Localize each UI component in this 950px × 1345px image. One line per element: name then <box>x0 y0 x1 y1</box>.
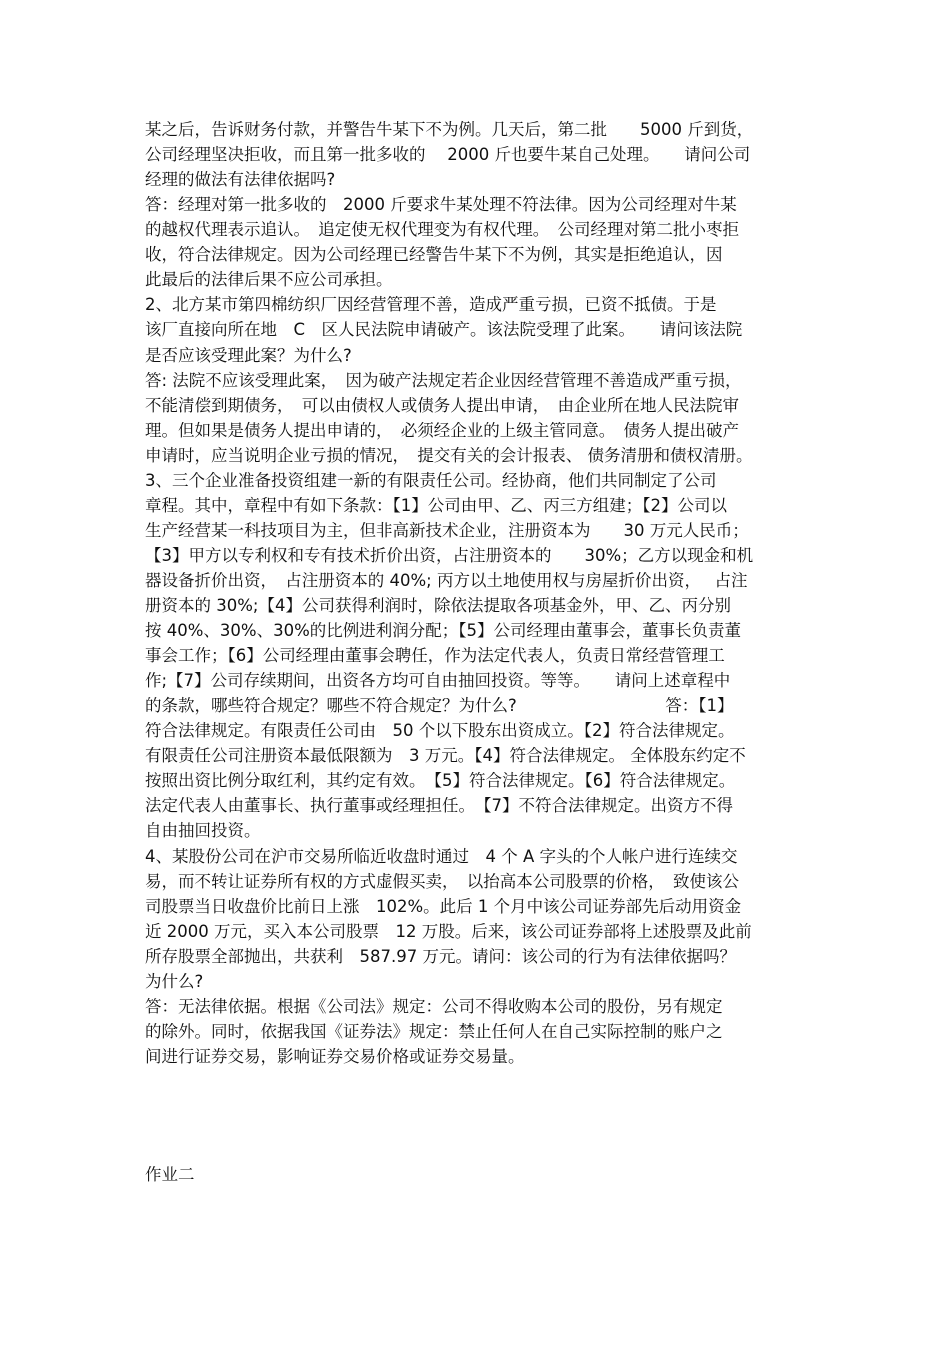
text-line: 4、某股份公司在沪市交易所临近收盘时通过 4 个 A 字头的个人帐户进行连续交 <box>145 846 738 866</box>
text-line: 3、三个企业准备投资组建一新的有限责任公司。经协商，他们共同制定了公司 <box>145 470 717 490</box>
text-line: 某之后，告诉财务付款，并警告牛某下不为例。几天后，第二批 5000 斤到货， <box>145 120 754 139</box>
text-line: 2、北方某市第四棉纺织厂因经营管理不善，造成严重亏损，已资不抵债。于是 <box>145 295 717 315</box>
text-line: 作;【7】公司存续期间，出资各方均可自由抽回投资。等等。 请问上述章程中 <box>145 671 731 691</box>
text-line: 法定代表人由董事长、执行董事或经理担任。 【7】不符合法律规定。出资方不得 <box>145 796 733 816</box>
text-line: 器设备折价出资， 占注册资本的 40%; 丙方以土地使用权与房屋折价出资， 占注 <box>145 570 748 590</box>
text-line: 章程。其中，章程中有如下条款：【1】公司由甲、乙、丙三方组建；【2】公司以 <box>145 495 727 515</box>
text-line: 为什么? <box>145 971 204 991</box>
text-line: 此最后的法律后果不应公司承担。 <box>145 270 393 290</box>
text-line: 收，符合法律规定。因为公司经理已经警告牛某下不为例，其实是拒绝追认，因 <box>145 245 723 265</box>
text-line: 申请时，应当说明企业亏损的情况， 提交有关的会计报表、 债务清册和债权清册。 <box>145 445 753 465</box>
text-line: 的条款，哪些符合规定？哪些不符合规定？为什么? 答：【1】 <box>145 696 734 716</box>
text-line: 易，而不转让证券所有权的方式虚假买卖， 以抬高本公司股票的价格， 致使该公 <box>145 871 739 891</box>
text-line: 【3】甲方以专利权和专有技术折价出资，占注册资本的 30%；乙方以现金和机 <box>145 545 754 565</box>
text-line: 生产经营某一科技项目为主，但非高新技术企业，注册资本为 30 万元人民币； <box>145 520 749 540</box>
text-line: 所存股票全部抛出，共获利 587.97 万元。请问：该公司的行为有法律依据吗？ <box>145 946 736 966</box>
text-line: 答: 法院不应该受理此案， 因为破产法规定若企业因经营管理不善造成严重亏损， <box>145 370 742 390</box>
text-line: 符合法律规定。有限责任公司由 50 个以下股东出资成立。【2】符合法律规定。 <box>145 721 735 741</box>
text-line: 事会工作；【6】公司经理由董事会聘任，作为法定代表人，负责日常经营管理工 <box>145 646 725 666</box>
text-line: 自由抽回投资。 <box>145 821 261 841</box>
text-line: 该厂直接向所在地 C 区人民法院申请破产。该法院受理了此案。 请问该法院 <box>145 320 743 340</box>
text-line: 答：无法律依据。根据《公司法》规定：公司不得收购本公司的股份，另有规定 <box>145 996 723 1016</box>
text-line: 理。但如果是债务人提出申请的， 必须经企业的上级主管同意。 债务人提出破产 <box>145 420 739 440</box>
section-heading: 作业二 <box>145 1165 195 1184</box>
text-line: 按 40%、30%、30%的比例进利润分配；【5】公司经理由董事会，董事长负责董 <box>145 621 742 640</box>
text-line: 公司经理坚决拒收，而且第一批多收的 2000 斤也要牛某自己处理。 请问公司 <box>145 145 751 165</box>
text-line: 间进行证券交易，影响证券交易价格或证券交易量。 <box>145 1046 525 1066</box>
text-line: 是否应该受理此案？为什么? <box>145 345 352 365</box>
text-line: 答：经理对第一批多收的 2000 斤要求牛某处理不符法律。因为公司经理对牛某 <box>145 195 737 215</box>
text-line: 有限责任公司注册资本最低限额为 3 万元。【4】符合法律规定。 全体股东约定不 <box>145 746 746 766</box>
text-line: 不能清偿到期债务， 可以由债权人或债务人提出申请， 由企业所在地人民法院审 <box>145 395 739 415</box>
text-line: 的越权代理表示追认。 追定使无权代理变为有权代理。 公司经理对第二批小枣拒 <box>145 220 739 240</box>
text-line: 司股票当日收盘价比前日上涨 102%。此后 1 个月中该公司证券部先后动用资金 <box>145 896 742 916</box>
text-line: 按照出资比例分取红利，其约定有效。 【5】符合法律规定。【6】符合法律规定。 <box>145 771 736 791</box>
text-line: 近 2000 万元，买入本公司股票 12 万股。后来，该公司证券部将上述股票及此前 <box>145 921 752 941</box>
text-line: 的除外。同时，依据我国《证券法》规定：禁止任何人在自己实际控制的账户之 <box>145 1021 723 1041</box>
text-line: 册资本的 30%;【4】公司获得利润时，除依法提取各项基金外，甲、乙、丙分别 <box>145 596 731 615</box>
text-line: 经理的做法有法律依据吗? <box>145 170 336 190</box>
